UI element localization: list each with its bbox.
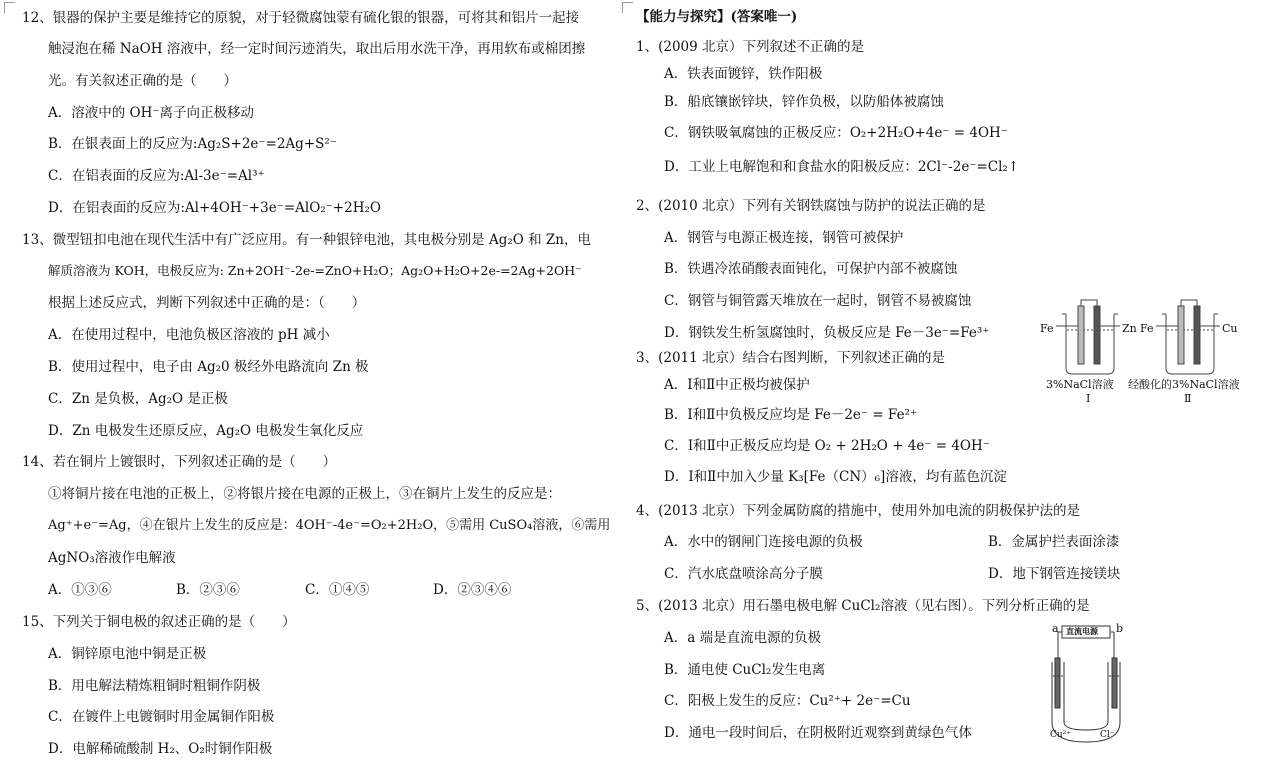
option-a: A．①③⑥: [48, 582, 112, 598]
ion-cl-label: Cl⁻: [1100, 730, 1115, 740]
page-corner-marker: [622, 2, 633, 13]
option-b: B．用电解法精炼粗铜时粗铜作阴极: [48, 678, 261, 694]
label-fe-left: Fe: [1040, 322, 1054, 335]
question-stem-line: 触浸泡在稀 NaOH 溶液中，经一定时间污迹消失，取出后用水洗干净，再用软布或棉团擦: [48, 41, 586, 57]
question-stem-line: 1、(2009 北京）下列叙述不正确的是: [636, 39, 865, 55]
question-stem-line: 3、(2011 北京）结合右图判断，下列叙述正确的是: [636, 350, 946, 366]
roman-label-i: Ⅰ: [1086, 392, 1091, 405]
option-d: D．Ⅰ和Ⅱ中加入少量 K₃[Fe（CN）₆]溶液，均有蓝色沉淀: [664, 469, 1007, 485]
question-stem-line: Ag⁺+e⁻=Ag，④在银片上发生的反应是：4OH⁻-4e⁻=O₂+2H₂O，⑤需用 CuSO₄溶液，⑥需用: [48, 518, 611, 533]
option-d: D．通电一段时间后，在阴极附近观察到黄绿色气体: [664, 725, 972, 741]
option-d: D．电解稀硫酸制 H₂、O₂时铜作阳极: [48, 741, 273, 757]
option-c: C．汽水底盘喷涂高分子膜: [664, 566, 823, 582]
option-b: B．Ⅰ和Ⅱ中负极反应均是 Fe－2e⁻ = Fe²⁺: [664, 407, 918, 423]
option-d: D．在铝表面的反应为:Al+4OH⁻+3e⁻=AlO₂⁻+2H₂O: [48, 200, 381, 216]
question-stem-line: 光。有关叙述正确的是（ ）: [48, 73, 237, 89]
roman-label-ii: Ⅱ: [1184, 392, 1192, 405]
option-a: A．溶液中的 OH⁻离子向正极移动: [48, 105, 255, 121]
caption-nacl: 3%NaCl溶液: [1046, 378, 1114, 391]
option-c: C．钢管与铜管露天堆放在一起时，钢管不易被腐蚀: [664, 293, 972, 309]
option-a: A．水中的钢闸门连接电源的负极: [664, 534, 863, 550]
u-tube-electrolysis-figure: [1044, 622, 1128, 748]
question-stem-line: 12、银器的保护主要是维持它的原貌，对于轻微腐蚀蒙有硫化银的银器，可将其和铝片一起接: [22, 10, 580, 26]
question-stem-line: 4、(2013 北京）下列金属防腐的措施中，使用外加电流的阴极保护法的是: [636, 503, 1081, 519]
caption-acidified-nacl: 经酸化的3%NaCl溶液: [1128, 378, 1240, 391]
question-stem-line: 13、微型钮扣电池在现代生活中有广泛应用。有一种银锌电池，其电极分别是 Ag₂O 和 Zn，电: [22, 232, 591, 248]
option-c: C．①④⑤: [305, 582, 370, 598]
corrosion-cells-figure: [1036, 296, 1258, 408]
option-c: C．在铝表面的反应为:Al-3e⁻=Al³⁺: [48, 168, 265, 184]
option-d: D．钢铁发生析氢腐蚀时，负极反应是 Fe－3e⁻=Fe³⁺: [664, 325, 990, 341]
label-fe-right: Fe: [1140, 322, 1154, 335]
question-stem-line: 解质溶液为 KOH，电极反应为: Zn+2OH⁻-2e-=ZnO+H₂O；Ag₂O+H₂O+2e-=2Ag+2OH⁻: [48, 263, 582, 278]
option-d: D．工业上电解饱和和食盐水的阳极反应：2Cl⁻-2e⁻=Cl₂↑: [664, 159, 1020, 175]
option-c: C．Zn 是负极，Ag₂O 是正极: [48, 391, 228, 407]
option-c: C．钢铁吸氧腐蚀的正极反应：O₂+2H₂O+4e⁻ = 4OH⁻: [664, 125, 1008, 141]
option-b: B．船底镶嵌锌块，锌作负极，以防船体被腐蚀: [664, 94, 944, 110]
option-c: C．在镀件上电镀铜时用金属铜作阳极: [48, 709, 275, 725]
option-d: D．②③④⑥: [433, 582, 512, 598]
label-b: b: [1116, 622, 1124, 635]
page-corner-marker: [4, 2, 15, 13]
question-stem-line: 2、(2010 北京）下列有关钢铁腐蚀与防护的说法正确的是: [636, 198, 986, 214]
power-supply-label: 直流电源: [1066, 626, 1098, 636]
option-d: D．地下钢管连接镁块: [988, 566, 1121, 582]
question-stem-line: 5、(2013 北京）用石墨电极电解 CuCl₂溶液（见右图）。下列分析正确的是: [636, 598, 1090, 614]
option-b: B．通电使 CuCl₂发生电离: [664, 662, 826, 678]
option-c: C．Ⅰ和Ⅱ中正极反应均是 O₂ + 2H₂O + 4e⁻ = 4OH⁻: [664, 438, 990, 454]
question-stem-line: 根据上述反应式，判断下列叙述中正确的是：（ ）: [48, 295, 366, 311]
question-stem-line: AgNO₃溶液作电解液: [48, 550, 176, 566]
question-stem-line: ①将铜片接在电池的正极上，②将银片接在电源的正极上，③在铜片上发生的反应是：: [48, 486, 561, 502]
option-d: D．Zn 电极发生还原反应，Ag₂O 电极发生氧化反应: [48, 423, 364, 439]
option-b: B．金属护拦表面涂漆: [988, 534, 1120, 550]
option-a: A．Ⅰ和Ⅱ中正极均被保护: [664, 377, 810, 393]
option-a: A．a 端是直流电源的负极: [664, 630, 822, 646]
question-stem-line: 14、若在铜片上镀银时，下列叙述正确的是（ ）: [22, 454, 337, 470]
option-b: B．在银表面上的反应为:Ag₂S+2e⁻=2Ag+S²⁻: [48, 136, 337, 152]
section-title: 【能力与探究】(答案唯一): [636, 9, 798, 25]
beakers-diagram: [1036, 296, 1258, 376]
ion-cu-label: Cu²⁺: [1050, 730, 1072, 740]
label-zn: Zn: [1122, 322, 1137, 335]
option-a: A．铜锌原电池中铜是正极: [48, 646, 207, 662]
option-a: A．钢管与电源正极连接，钢管可被保护: [664, 230, 904, 246]
option-a: A．在使用过程中，电池负极区溶液的 pH 减小: [48, 327, 330, 343]
label-a: a: [1052, 622, 1059, 635]
option-a: A．铁表面镀锌，铁作阳极: [664, 66, 823, 82]
option-b: B．②③⑥: [176, 582, 240, 598]
question-stem-line: 15、下列关于铜电极的叙述正确的是（ ）: [22, 614, 296, 630]
label-cu: Cu: [1222, 322, 1238, 335]
option-c: C．阳极上发生的反应：Cu²⁺+ 2e⁻=Cu: [664, 693, 911, 709]
option-b: B．使用过程中，电子由 Ag₂0 极经外电路流向 Zn 极: [48, 359, 369, 375]
option-b: B．铁遇冷浓硝酸表面钝化，可保护内部不被腐蚀: [664, 261, 958, 277]
